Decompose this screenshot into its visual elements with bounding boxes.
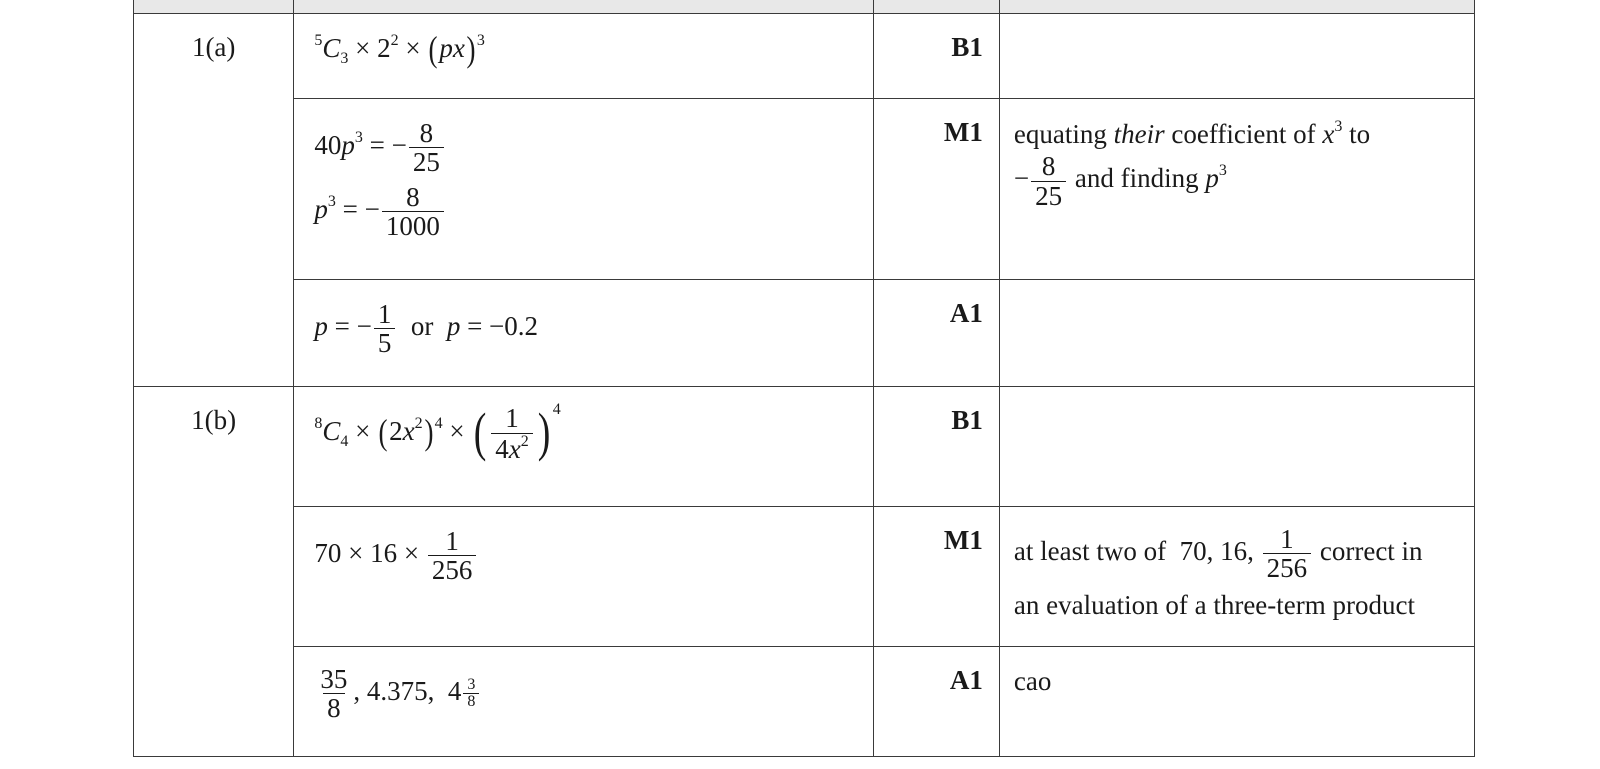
- math-text: ×: [398, 33, 428, 63]
- fraction: [409, 119, 444, 177]
- header-cell: [999, 0, 1474, 14]
- math-symbol: x: [402, 416, 415, 446]
- math-text: = −: [362, 130, 407, 161]
- answer-cell: [294, 387, 873, 507]
- math-text: 40: [314, 130, 342, 161]
- superscript: 5: [314, 32, 323, 49]
- fraction-denominator: 5: [374, 328, 396, 357]
- mark-code: A1: [873, 647, 999, 757]
- fraction-numerator: 1: [1280, 524, 1294, 554]
- guidance-cell: [999, 280, 1474, 387]
- math-symbol: p: [341, 130, 355, 161]
- table-row: [134, 280, 1475, 387]
- superscript: 4: [434, 415, 443, 432]
- guidance-emphasis: their: [1113, 119, 1165, 149]
- math-text: 70 × 16 ×: [314, 538, 426, 569]
- table-row: [134, 14, 1475, 99]
- question-number: 1(b): [134, 387, 294, 757]
- superscript: 3: [476, 32, 485, 49]
- header-cell: [134, 0, 294, 14]
- paren: ): [466, 29, 476, 69]
- guidance-cell: [999, 507, 1474, 647]
- table-row: [134, 647, 1475, 757]
- math-symbol: p: [1205, 163, 1219, 194]
- paren: ): [537, 402, 551, 462]
- math-text: −: [1013, 163, 1030, 194]
- guidance-cell: [999, 99, 1474, 280]
- guidance-text: to: [1342, 119, 1371, 149]
- mark-code: B1: [873, 14, 999, 99]
- math-symbol: C: [322, 416, 341, 446]
- mixed-fraction: [463, 677, 479, 712]
- guidance-cell: [999, 387, 1474, 507]
- fraction-denominator: 25: [409, 147, 444, 176]
- guidance-cell: [999, 14, 1474, 99]
- fraction-denominator: 8: [463, 693, 479, 711]
- table-row: [134, 507, 1475, 647]
- table-row: [134, 387, 1475, 507]
- superscript: 3: [1334, 118, 1343, 135]
- fraction-denominator: [491, 433, 532, 463]
- mark-scheme-table: [133, 0, 1475, 757]
- fraction-denominator: 1000: [382, 211, 444, 240]
- guidance-text: at least two of 70, 16,: [1013, 536, 1261, 567]
- math-symbol: p: [314, 193, 328, 224]
- superscript: 2: [390, 32, 399, 49]
- fraction-numerator: 8: [1041, 151, 1056, 182]
- superscript: 8: [314, 415, 323, 432]
- table-row: [134, 99, 1475, 280]
- guidance-text: correct in: [1313, 536, 1423, 567]
- math-text: = −: [335, 193, 380, 224]
- superscript: 3: [1218, 162, 1227, 180]
- math-text: 2: [389, 416, 403, 446]
- answer-cell: [294, 14, 873, 99]
- header-cell: [294, 0, 873, 14]
- superscript: 2: [414, 415, 423, 432]
- mark-code: M1: [873, 507, 999, 647]
- fraction: [1263, 525, 1312, 583]
- subscript: 3: [340, 50, 349, 67]
- question-number: 1(a): [134, 14, 294, 387]
- fraction: [374, 300, 396, 358]
- mark-code: B1: [873, 387, 999, 507]
- superscript: 3: [354, 129, 363, 147]
- superscript: 2: [520, 432, 529, 450]
- math-text: ×: [442, 416, 472, 446]
- paren: ): [424, 412, 434, 452]
- answer-cell: [294, 99, 873, 280]
- math-text: = −0.2: [460, 311, 539, 342]
- math-text: 4: [495, 433, 509, 464]
- fraction: [428, 527, 477, 585]
- guidance-cell: cao: [999, 647, 1474, 757]
- math-symbol: C: [322, 33, 341, 63]
- paren: (: [378, 412, 388, 452]
- guidance-text: equating: [1013, 119, 1114, 149]
- math-text: × 2: [348, 33, 391, 63]
- paren: (: [474, 402, 487, 462]
- fraction-denominator: 256: [1263, 553, 1312, 582]
- math-symbol: p: [314, 311, 328, 342]
- fraction: [491, 404, 532, 463]
- table-header-row: [134, 0, 1475, 14]
- mark-code: M1: [873, 99, 999, 280]
- guidance-text: and finding: [1068, 163, 1206, 194]
- answer-cell: [294, 507, 873, 647]
- answer-cell: [294, 647, 873, 757]
- math-text: or: [397, 311, 447, 342]
- fraction: [382, 183, 444, 241]
- fraction-numerator: 8: [406, 181, 420, 212]
- answer-cell: [294, 280, 873, 387]
- subscript: 4: [340, 433, 349, 450]
- superscript: 4: [552, 401, 561, 418]
- guidance-text: coefficient of: [1164, 119, 1323, 149]
- guidance-text: an evaluation of a three-term product: [1013, 589, 1415, 620]
- superscript: 3: [327, 192, 336, 210]
- fraction-numerator: 35: [320, 664, 348, 694]
- fraction-numerator: 1: [505, 403, 519, 434]
- mark-code: A1: [873, 280, 999, 387]
- math-symbol: x: [508, 433, 521, 464]
- paren: (: [428, 29, 438, 69]
- math-text: = −: [327, 311, 372, 342]
- fraction-numerator: 1: [377, 299, 392, 329]
- fraction: [1031, 152, 1066, 210]
- math-symbol: px: [439, 33, 465, 63]
- fraction-denominator: 25: [1031, 181, 1066, 210]
- fraction-numerator: 8: [419, 118, 434, 148]
- math-text: , 4.375, 4: [353, 676, 462, 707]
- math-symbol: p: [446, 311, 461, 342]
- math-symbol: x: [1322, 119, 1335, 149]
- fraction-denominator: 8: [323, 693, 345, 722]
- fraction: [316, 665, 351, 723]
- fraction-denominator: 256: [428, 555, 477, 584]
- fraction-numerator: 1: [445, 526, 459, 556]
- header-cell: [873, 0, 999, 14]
- math-text: ×: [348, 416, 378, 446]
- fraction-numerator: 3: [467, 675, 476, 693]
